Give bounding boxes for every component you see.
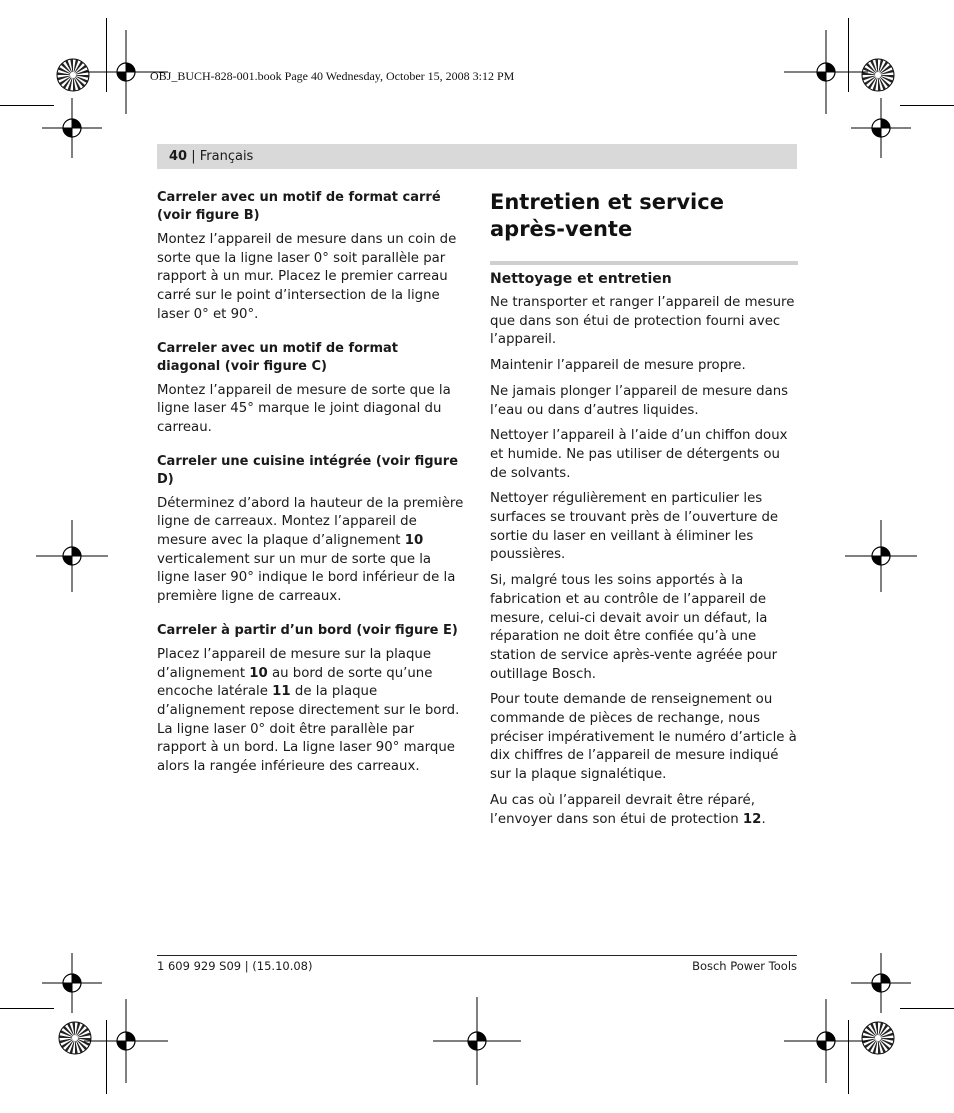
trim-line [848, 1020, 849, 1094]
footer-rule [157, 955, 797, 956]
page-number: 40 [169, 149, 188, 164]
repair-text-part: . [761, 811, 766, 827]
section-title-line-2: après-vente [490, 217, 633, 241]
maintenance-paragraph: Ne transporter et ranger l’appareil de mesure que dans son étui de protection fourni avec l’appareil. [490, 295, 795, 348]
kitchen-tile-heading: Carreler une cuisine intégrée (voir figure D) [157, 453, 459, 487]
section-rule [490, 261, 798, 265]
edge-tile-text [157, 646, 465, 777]
crosshair-mark-icon [851, 98, 911, 158]
ref-number-10: 10 [404, 533, 424, 549]
maintenance-paragraph: Si, malgré tous les soins apportés à la fabrication et au contrôle de l’appareil de mesure, celui-ci devait avoir un défaut, la réparation ne doit être confiée qu’à une station de service après-vente agréée pour outillage Bosch. [490, 573, 778, 682]
maintenance-paragraph: Pour toute demande de renseignement ou commande de pièces de rechange, nous préciser impérativement le numéro d’article à dix chiffres de l’appareil de mesure indiqué sur la plaque signalétique. [490, 692, 797, 783]
maintenance-paragraph [490, 792, 798, 829]
maintenance-paragraph: Maintenir l’appareil de mesure propre. [490, 358, 746, 374]
trim-line [0, 105, 54, 106]
page-header [157, 144, 797, 169]
trim-line [900, 105, 954, 106]
edge-text-part: de la plaque d’alignement repose directement sur le bord. La ligne laser 0° doit être parallèle par rapport à un bord. La ligne laser 90° marque alors la rangée inférieure des carreaux. [157, 684, 460, 775]
maintenance-paragraph: Nettoyer l’appareil à l’aide d’un chiffon doux et humide. Ne pas utiliser de détergents ou de solvants. [490, 428, 788, 481]
maintenance-paragraph: Nettoyer régulièrement en particulier les surfaces se trouvant près de l’ouverture de sortie du laser en veillant à éliminer les poussières. [490, 491, 779, 563]
trim-line [848, 18, 849, 92]
ref-number-12: 12 [742, 811, 762, 827]
ref-number-11: 11 [272, 684, 291, 700]
kitchen-tile-text [157, 495, 465, 607]
header-language: Français [199, 149, 254, 164]
crosshair-mark-icon [784, 999, 868, 1083]
section-title [490, 189, 798, 243]
crosshair-mark-icon [845, 520, 917, 592]
trim-line [900, 1008, 954, 1009]
diagonal-tile-text: Montez l’appareil de mesure de sorte que la ligne laser 45° marque le joint diagonal du carreau. [157, 382, 451, 435]
edge-text-part: au bord de sorte qu’une encoche latérale [157, 665, 433, 700]
crosshair-mark-icon [36, 520, 108, 592]
ref-number-10: 10 [249, 665, 268, 681]
footer-document-code: 1 609 929 S09 | (15.10.08) [157, 959, 313, 973]
right-column [490, 189, 798, 836]
header-separator: | [187, 149, 200, 164]
maintenance-paragraph: Ne jamais plonger l’appareil de mesure dans l’eau ou dans d’autres liquides. [490, 383, 789, 418]
square-tile-heading: Carreler avec un motif de format carré (voir figure B) [157, 190, 441, 223]
trim-line [106, 1020, 107, 1094]
edge-tile-heading: Carreler à partir d’un bord (voir figure E) [157, 622, 458, 638]
section-title-line-1: Entretien et service [490, 190, 724, 214]
crosshair-mark-icon [42, 98, 102, 158]
crosshair-mark-icon [433, 997, 521, 1085]
left-column [157, 189, 465, 792]
kitchen-text-part: Déterminez d’abord la hauteur de la première ligne de carreaux. Montez l’appareil de mesure avec la plaque d’alignement [157, 495, 464, 549]
kitchen-text-part: verticalement sur un mur de sorte que la ligne laser 90° indique le bord inférieur de la première ligne de carreaux. [157, 551, 456, 605]
trim-line [106, 18, 107, 92]
footer-brand: Bosch Power Tools [692, 959, 797, 973]
diagonal-tile-heading: Carreler avec un motif de format diagonal (voir figure C) [157, 340, 399, 374]
square-tile-text: Montez l’appareil de mesure dans un coin de sorte que la ligne laser 0° soit parallèle par rapport à un mur. Placez le premier carreau carré sur le point d’intersection de la ligne laser 0° et 90°. [157, 232, 457, 322]
crosshair-mark-icon [84, 999, 168, 1083]
trim-line [0, 1008, 54, 1009]
print-slug: OBJ_BUCH-828-001.book Page 40 Wednesday, October 15, 2008 3:12 PM [150, 69, 515, 83]
repair-text-part: Au cas où l’appareil devrait être réparé, l’envoyer dans son étui de protection [490, 792, 755, 827]
subsection-title: Nettoyage et entretien [490, 271, 672, 287]
edge-text-part: Placez l’appareil de mesure sur la plaque d’alignement [157, 646, 431, 681]
